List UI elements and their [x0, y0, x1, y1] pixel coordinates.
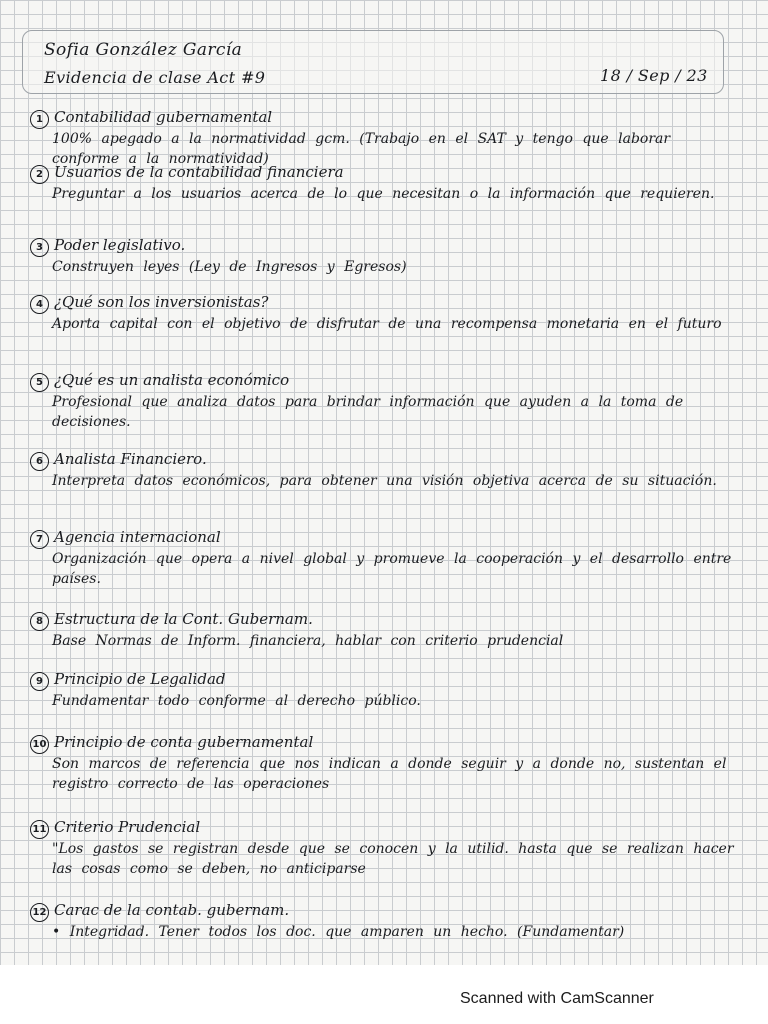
entry-title: Principio de Legalidad [54, 670, 226, 688]
student-name: Sofia González García [44, 40, 243, 60]
entry-title: Contabilidad gubernamental [54, 108, 273, 126]
entry-number: 9 [30, 672, 49, 691]
entry-title: Carac de la contab. gubernam. [54, 901, 290, 919]
entry-number: 2 [30, 165, 49, 184]
entry-body: Interpreta datos económicos, para obtener una visión objetiva acerca de su situación. [52, 473, 717, 489]
entry-number: 6 [30, 452, 49, 471]
activity-label: Evidencia de clase Act #9 [44, 68, 266, 87]
entry-number: 7 [30, 530, 49, 549]
entry-title: Analista Financiero. [54, 450, 207, 468]
entry-number: 3 [30, 238, 49, 257]
entry-title: Usuarios de la contabilidad financiera [54, 163, 344, 181]
entry-body: Construyen leyes (Ley de Ingresos y Egresos) [52, 259, 407, 275]
entry-body: Preguntar a los usuarios acerca de lo que necesitan o la información que requieren. [52, 186, 715, 202]
entry-body: Organización que opera a nivel global y promueve la cooperación y el desarrollo entre países. [52, 551, 732, 587]
entry-title: Agencia internacional [54, 528, 221, 546]
entry-body: Base Normas de Inform. financiera, hablar con criterio prudencial [52, 633, 564, 649]
entry-body: Son marcos de referencia que nos indican a donde seguir y a donde no, sustentan el registro correcto de las operaciones [52, 756, 727, 792]
entry-number: 11 [30, 820, 49, 839]
entry-body: 100% apegado a la normatividad gcm. (Trabajo en el SAT y tengo que laborar conforme a la normatividad) [52, 131, 671, 167]
entry-number: 8 [30, 612, 49, 631]
entry-title: ¿Qué son los inversionistas? [54, 293, 269, 311]
date: 18 / Sep / 23 [600, 66, 708, 85]
entry-number: 1 [30, 110, 49, 129]
entry-body: • Integridad. Tener todos los doc. que amparen un hecho. (Fundamentar) [52, 924, 625, 940]
scanner-watermark: Scanned with CamScanner [460, 990, 654, 1007]
entry-title: Criterio Prudencial [54, 818, 201, 836]
entry-number: 4 [30, 295, 49, 314]
entry-number: 12 [30, 903, 49, 922]
entry-number: 5 [30, 373, 49, 392]
entry-title: Poder legislativo. [54, 236, 186, 254]
entry-number: 10 [30, 735, 49, 754]
entry-body: Fundamentar todo conforme al derecho público. [52, 693, 421, 709]
entry-body: Aporta capital con el objetivo de disfrutar de una recompensa monetaria en el futuro [52, 316, 722, 332]
entry-body: "Los gastos se registran desde que se conocen y la utilid. hasta que se realizan hacer las cosas como se deben, no anticiparse [52, 841, 734, 877]
entry-title: Estructura de la Cont. Gubernam. [54, 610, 313, 628]
entry-title: Principio de conta gubernamental [54, 733, 314, 751]
entry-body: Profesional que analiza datos para brindar información que ayuden a la toma de decisiones. [52, 394, 684, 430]
entry-title: ¿Qué es un analista económico [54, 371, 290, 389]
